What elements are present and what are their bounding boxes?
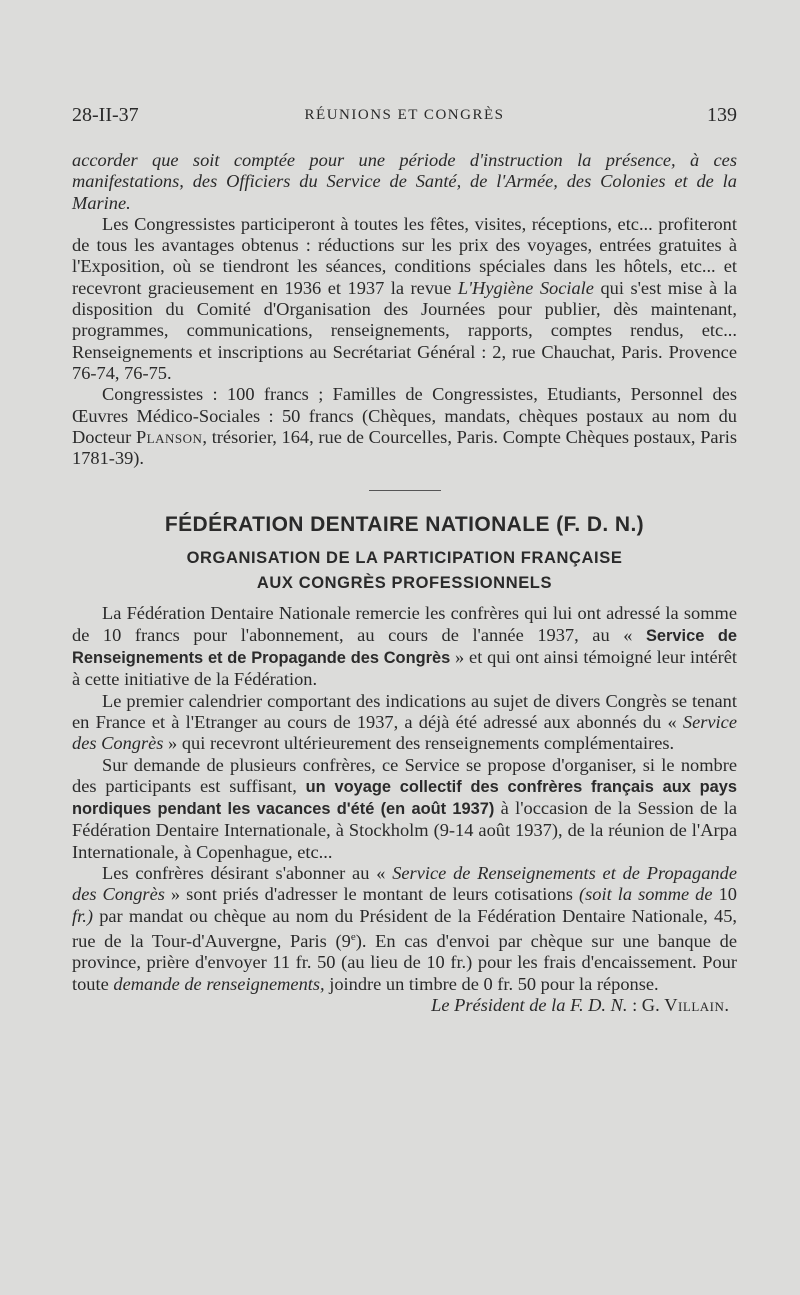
fdn-paragraph-2 (72, 691, 737, 755)
section-subtitle-line-2: AUX CONGRÈS PROFESSIONNELS (256, 574, 553, 593)
journal-title: L'Hygiène Sociale (457, 277, 594, 298)
fdn-paragraph-1 (72, 603, 737, 690)
section-title: FÉDÉRATION DENTAIRE NATIONALE (F. D. N.) (164, 513, 645, 537)
text-run: , trésorier, 164, rue de Courcelles, Paris. Compte Chèques postaux, Paris 1781-39). (72, 426, 737, 469)
text-run: : G. (627, 994, 665, 1015)
text-run: fr.) (72, 905, 93, 926)
text-run: . (724, 994, 729, 1015)
page-body (72, 150, 737, 1016)
text-run: Sur demande de plusieurs confrères, ce Service se propose d'organiser, si le nombre des participants est suffisant, (72, 754, 737, 796)
text-run: La Fédération Dentaire Nationale remercie les confrères qui lui ont adressé la somme de 10 francs pour l'abonnement, au cours de l'année 1937, au « (72, 603, 737, 645)
text-run: » qui recevront ultérieurement des renseignements complémentaires. (163, 733, 675, 754)
text-run: Le premier calendrier comportant des indications au sujet de divers Congrès se tenant en France et à l'Etranger au cours de 1937, a déjà été adressé aux abonnés du « (72, 690, 737, 732)
fees-paragraph (72, 384, 737, 469)
president-name: Villain (664, 994, 725, 1015)
fdn-paragraph-4 (72, 863, 737, 995)
text-run: ). En cas d'envoi par chèque sur une banque de province, prière d'envoyer 11 fr. 50 (au lieu de 10 fr.) pour les frais d'encaissement. Pour toute (72, 931, 737, 994)
text-run: par mandat ou chèque au nom du Président de la Fédération Dentaire Nationale, 45, rue de la Tour-d'Auvergne, Paris (9 (72, 905, 737, 952)
service-name: Service de Renseignements et de Propagande des Congrès (72, 863, 737, 905)
text-run: joindre un timbre de 0 fr. 50 pour la réponse. (324, 973, 659, 994)
section-subtitle-line-1: ORGANISATION DE LA PARTICIPATION FRANÇAISE (186, 549, 623, 568)
treasurer-name: Planson (135, 426, 203, 447)
text-run: Les confrères désirant s'abonner au « (102, 863, 393, 884)
signature (72, 995, 737, 1016)
text-run: » sont priés d'adresser le montant de leurs cotisations (164, 884, 579, 905)
header-date: 28-II-37 (72, 104, 139, 126)
service-name: Service de Renseignements et de Propagande des Congrès (72, 626, 737, 668)
text-run: demande de renseignements, (113, 973, 325, 994)
page-header (72, 104, 737, 134)
text-run: Congressistes : 100 francs ; Familles de Congressistes, Etudiants, Personnel des Œuvres Médico-Sociales : 50 francs (Chèques, mandats, chèques postaux au nom du Docteur (72, 384, 737, 447)
page-number: 139 (707, 104, 737, 126)
text-run: qui s'est mise à la disposition du Comité d'Organisation des Journées pour publier, dès maintenant, programmes, communications, renseignements, rapports, comptes rendus, etc... Renseignements et inscriptions au Secrétariat Général : 2, rue Chauchat, Paris. Provence 76-74, 76-75. (72, 277, 737, 383)
fdn-paragraph-3 (72, 755, 737, 863)
text-run: » et qui ont ainsi témoigné leur intérêt à cette initiative de la Fédération. (72, 647, 737, 690)
trip-announcement: un voyage collectif des confrères français aux pays nordiques pendant les vacances d'été (en août 1937) (72, 777, 737, 819)
text-run: à l'occasion de la Session de la Fédération Dentaire Internationale, à Stockholm (9-14 août 1937), de la réunion de l'Arpa Internationale, à Copenhague, etc... (72, 798, 738, 862)
congressistes-paragraph (72, 214, 737, 384)
header-section-title: RÉUNIONS ET CONGRÈS (304, 107, 505, 123)
superscript: e (350, 930, 356, 943)
signature-title: Le Président de la F. D. N. (431, 994, 628, 1015)
service-name: Service des Congrès (72, 711, 737, 754)
text-run: 10 (712, 884, 737, 905)
section-divider (369, 490, 441, 491)
text-run: Les Congressistes participeront à toutes les fêtes, visites, réceptions, etc... profiteront de tous les avantages obtenus : réductions sur les prix des voyages, entrées gratuites à l'Exposition, où se tiendront les séances, conditions spéciales dans les hôtels, etc... et recevront gracieusement en 1936 et 1937 la revue (72, 213, 737, 298)
intro-paragraph: accorder que soit comptée pour une période d'instruction la présence, à ces manifestations, des Officiers du Service de Santé, de l'Armée, des Colonies et de la Marine. (72, 150, 737, 213)
text-run: (soit la somme de (578, 884, 713, 905)
